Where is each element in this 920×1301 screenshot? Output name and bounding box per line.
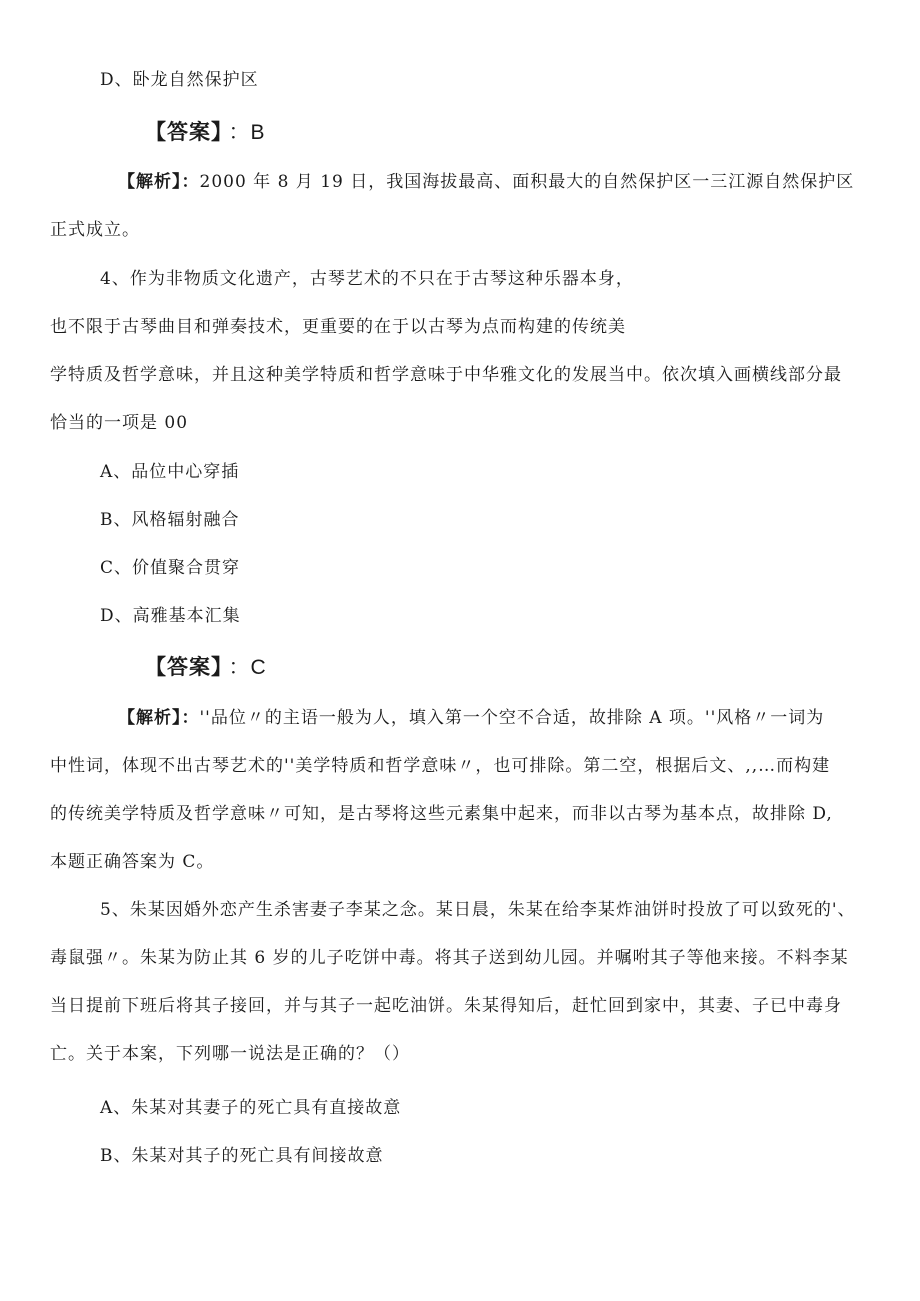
q4-analysis-line3: 的传统美学特质及哲学意味〃可知，是古琴将这些元素集中起来，而非以古琴为基本点，故排除 D, xyxy=(50,804,833,824)
q5-option-a: A、朱某对其妻子的死亡具有直接故意 xyxy=(100,1098,402,1118)
q3-answer xyxy=(145,117,266,149)
analysis-text: 2000 年 8 月 19 日，我国海拔最高、面积最大的自然保护区一三江源自然保护区 xyxy=(199,172,855,192)
q4-option-b: B、风格辐射融合 xyxy=(100,510,240,530)
q4-answer xyxy=(145,652,267,684)
answer-label: 【答案】 xyxy=(145,120,223,144)
q3-analysis-line1 xyxy=(118,170,854,194)
q5-stem-line1: 5、朱某因婚外恋产生杀害妻子李某之念。某日晨，朱某在给李某炸油饼时投放了可以致死的'、 xyxy=(100,900,856,920)
q4-option-d: D、高雅基本汇集 xyxy=(100,606,241,626)
answer-value: ：B xyxy=(228,121,266,144)
analysis-text: ''品位〃的主语一般为人，填入第一个空不合适，故排除 A 项。''风格〃一词为 xyxy=(199,708,825,728)
q4-stem-line2: 也不限于古琴曲目和弹奏技术，更重要的在于以古琴为点而构建的传统美 xyxy=(50,317,626,337)
q3-option-d: D、卧龙自然保护区 xyxy=(100,70,259,90)
analysis-label: 【解析】： xyxy=(118,172,200,192)
q4-stem-line1: 4、作为非物质文化遗产，古琴艺术的不只在于古琴这种乐器本身， xyxy=(100,269,634,289)
answer-value: ：C xyxy=(228,656,267,679)
q4-option-c: C、价值聚合贯穿 xyxy=(100,558,241,578)
q4-analysis-line1 xyxy=(118,706,824,730)
q5-stem-line4: 亡。关于本案，下列哪一说法是正确的？（） xyxy=(50,1044,410,1064)
q4-stem-line4: 恰当的一项是 00 xyxy=(50,413,189,433)
answer-label: 【答案】 xyxy=(145,655,223,679)
q5-option-b: B、朱某对其子的死亡具有间接故意 xyxy=(100,1146,384,1166)
q4-option-a: A、品位中心穿插 xyxy=(100,462,240,482)
q4-analysis-line4: 本题正确答案为 C。 xyxy=(50,852,215,872)
q3-analysis-line2: 正式成立。 xyxy=(50,220,140,240)
q4-analysis-line2: 中性词，体现不出古琴艺术的''美学特质和哲学意味〃，也可排除。第二空，根据后文、,,…而构建 xyxy=(50,756,831,776)
q5-stem-line2: 毒鼠强〃。朱某为防止其 6 岁的儿子吃饼中毒。将其子送到幼儿园。并嘱咐其子等他来接。不料李某 xyxy=(50,948,849,968)
q4-stem-line3: 学特质及哲学意味，并且这种美学特质和哲学意味于中华雅文化的发展当中。依次填入画横线部分最 xyxy=(50,365,842,385)
q5-stem-line3: 当日提前下班后将其子接回，并与其子一起吃油饼。朱某得知后，赶忙回到家中，其妻、子已中毒身 xyxy=(50,996,842,1016)
analysis-label: 【解析】： xyxy=(118,708,200,728)
